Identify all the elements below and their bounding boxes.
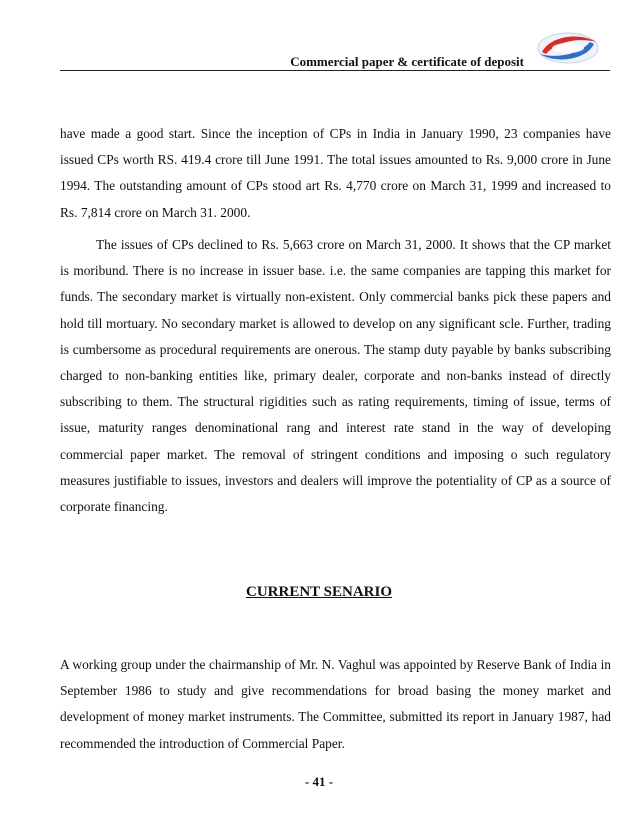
body-paragraph-2: The issues of CPs declined to Rs. 5,663 crore on March 31, 2000. It shows that the CP market is moribund. There is no increase in issuer base. i.e. the same companies are tapping this market for funds. The secondary market is virtually non-existent. Only commercial banks pick these papers and hold till mortuary. No secondary market is allowed to develop on any significant scle. Further, trading is cumbersome as procedural requirements are onerous. The stamp duty payable by banks subscribing charged to non-banking entities like, primary dealer, corporate and non-banks instead of directly subscribing to them. The structural rigidities such as rating requirements, timing of issue, terms of issue, maturity ranges denominational rang and interest rate stand in the way of developing commercial paper market. The removal of stringent conditions and imposing o such regulatory measures justifiable to issues, investors and dealers will improve the potentiality of CP as a source of corporate financing.	[60, 237, 611, 515]
page-header-title: Commercial paper & certificate of deposit	[290, 54, 524, 69]
body-paragraph-3: A working group under the chairmanship of Mr. N. Vaghul was appointed by Reserve Bank of India in September 1986 to study and give recommendations for broad basing the money market and development of money market instruments. The Committee, submitted its report in January 1987, had recommended the introduction of Commercial Paper.	[60, 657, 611, 751]
header-divider	[60, 70, 610, 71]
swoosh-logo-icon	[536, 28, 600, 68]
body-paragraph-1: have made a good start. Since the inception of CPs in India in January 1990, 23 companies have issued CPs worth RS. 419.4 crore till June 1991. The total issues amounted to Rs. 9,000 crore in June 1994. The outstanding amount of CPs stood art Rs. 4,770 crore on March 31, 1999 and increased to Rs. 7,814 crore on March 31. 2000.	[60, 126, 611, 220]
section-heading: CURRENT SENARIO	[245, 584, 392, 600]
page-number: - 41 -	[304, 774, 334, 789]
